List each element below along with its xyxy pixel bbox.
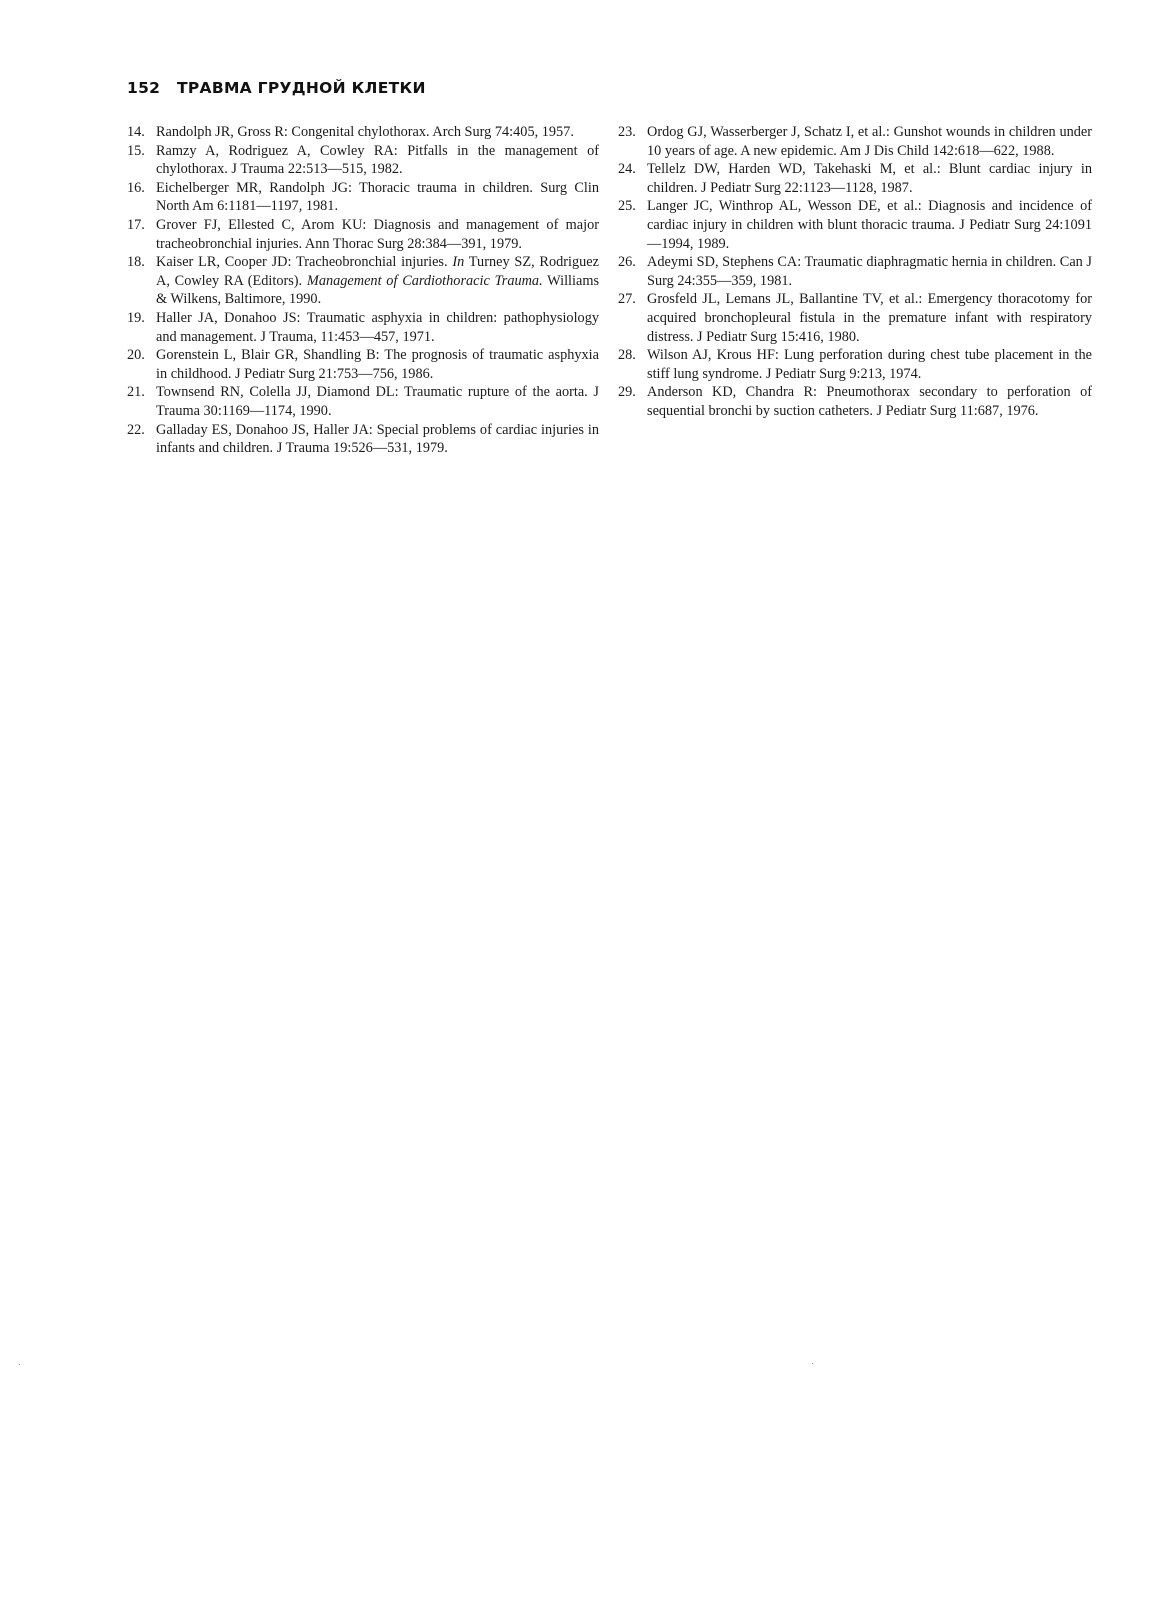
reference-item	[618, 197, 1092, 253]
reference-item	[618, 346, 1092, 383]
reference-item	[127, 253, 599, 309]
reference-text	[156, 384, 599, 419]
reference-number: 23.	[618, 124, 636, 140]
scan-speck	[812, 1363, 813, 1364]
page-number: 152	[127, 79, 161, 97]
reference-number: 17.	[127, 216, 145, 233]
reference-number: 27.	[618, 291, 636, 308]
reference-item	[618, 383, 1092, 420]
reference-item	[127, 123, 599, 142]
reference-number: 21.	[127, 384, 145, 401]
reference-text	[647, 384, 1092, 419]
reference-item	[618, 290, 1092, 346]
reference-text	[647, 347, 1092, 382]
reference-text-run: Haller JA, Donahoo JS: Traumatic asphyxia in children: pathophysiology and management. J Trauma, 11:453—457, 1971.	[156, 309, 599, 345]
reference-item	[618, 160, 1092, 197]
reference-text	[647, 291, 1092, 344]
reference-text	[156, 254, 599, 307]
reference-number: 24.	[618, 161, 636, 178]
reference-text	[156, 124, 574, 140]
reference-text	[156, 143, 599, 178]
reference-text-run: Williams & Wilkens, Baltimore, 1990.	[156, 272, 600, 308]
reference-text-run: Townsend RN, Colella JJ, Diamond DL: Traumatic rupture of the aorta. J Trauma 30:1169—1174, 1990.	[156, 384, 599, 419]
reference-number: 16.	[127, 179, 145, 196]
reference-number: 26.	[618, 254, 636, 271]
reference-text-run: Wilson AJ, Krous HF: Lung perforation during chest tube placement in the stiff lung syndrome. J Pediatr Surg 9:213, 1974.	[647, 347, 1092, 382]
reference-text	[156, 310, 599, 345]
chapter-title: ТРАВМА ГРУДНОЙ КЛЕТКИ	[177, 79, 426, 97]
reference-italic-text: In	[452, 254, 465, 271]
reference-item	[127, 346, 599, 383]
reference-text-run: Kaiser LR, Cooper JD: Tracheobronchial injuries.	[156, 254, 453, 271]
reference-text-run: Grosfeld JL, Lemans JL, Ballantine TV, et al.: Emergency thoracotomy for acquired bronchopleural fistula in the premature infant with respiratory distress. J Pediatr Surg 15:416, 1980.	[647, 291, 1092, 345]
reference-text-run: Galladay ES, Donahoo JS, Haller JA: Special problems of cardiac injuries in infants and children. J Trauma 19:526—531, 1979.	[156, 421, 599, 457]
reference-italic-text: Management of Cardiothoracic Trauma.	[306, 272, 543, 289]
reference-number: 29.	[618, 384, 636, 401]
reference-item	[618, 253, 1092, 290]
reference-text-run: Adeymi SD, Stephens CA: Traumatic diaphragmatic hernia in children. Can J Surg 24:355—359, 1981.	[647, 254, 1092, 289]
reference-text-run: Ordog GJ, Wasserberger J, Schatz I, et al.: Gunshot wounds in children under 10 years of age. A new epidemic. Am J Dis Child 142:618—622, 1988.	[647, 124, 1092, 159]
reference-number: 15.	[127, 142, 145, 159]
reference-item	[127, 309, 599, 346]
reference-item	[127, 383, 599, 420]
reference-item	[127, 179, 599, 216]
reference-text-run: Langer JC, Winthrop AL, Wesson DE, et al.: Diagnosis and incidence of cardiac injury in children with blunt thoracic trauma. J Pediatr Surg 24:1091—1994, 1989.	[647, 198, 1092, 252]
reference-number: 19.	[127, 309, 145, 326]
reference-text-run: Grover FJ, Ellested C, Arom KU: Diagnosis and management of major tracheobronchial injuries. Ann Thorac Surg 28:384—391, 1979.	[156, 216, 599, 252]
reference-number: 18.	[127, 254, 145, 271]
reference-text	[647, 254, 1092, 289]
scan-speck	[19, 1364, 20, 1365]
reference-text	[156, 180, 599, 215]
reference-text-run: Randolph JR, Gross R: Congenital chylothorax. Arch Surg 74:405, 1957.	[156, 124, 574, 140]
reference-text-run: Gorenstein L, Blair GR, Shandling B: The prognosis of traumatic asphyxia in childhood. J Pediatr Surg 21:753—756, 1986.	[156, 347, 599, 382]
reference-text-run: Tellelz DW, Harden WD, Takehaski M, et al.: Blunt cardiac injury in children. J Pediatr Surg 22:1123—1128, 1987.	[647, 161, 1092, 196]
reference-item	[618, 123, 1092, 160]
reference-text-run: Eichelberger MR, Randolph JG: Thoracic trauma in children. Surg Clin North Am 6:1181—1197, 1981.	[156, 179, 599, 215]
reference-item	[127, 421, 599, 458]
reference-text	[156, 347, 599, 382]
reference-item	[127, 142, 599, 179]
reference-item	[127, 216, 599, 253]
reference-text-run: Ramzy A, Rodriguez A, Cowley RA: Pitfalls in the management of chylothorax. J Trauma 22:513—515, 1982.	[156, 142, 599, 178]
reference-text	[156, 217, 599, 252]
page-header	[127, 79, 426, 97]
reference-text-run: Anderson KD, Chandra R: Pneumothorax secondary to perforation of sequential bronchi by suction catheters. J Pediatr Surg 11:687, 1976.	[647, 384, 1092, 419]
reference-text	[156, 422, 599, 457]
references-left-column	[127, 123, 599, 458]
reference-text	[647, 161, 1092, 196]
reference-text-run: Turney SZ, Rodriguez A, Cowley RA (Editors).	[156, 254, 599, 289]
reference-text	[647, 198, 1092, 251]
reference-number: 28.	[618, 347, 636, 364]
reference-text	[647, 124, 1092, 159]
reference-number: 22.	[127, 421, 145, 438]
reference-number: 20.	[127, 347, 145, 364]
reference-number: 25.	[618, 198, 636, 215]
references-right-column	[618, 123, 1092, 421]
reference-number: 14.	[127, 124, 145, 140]
